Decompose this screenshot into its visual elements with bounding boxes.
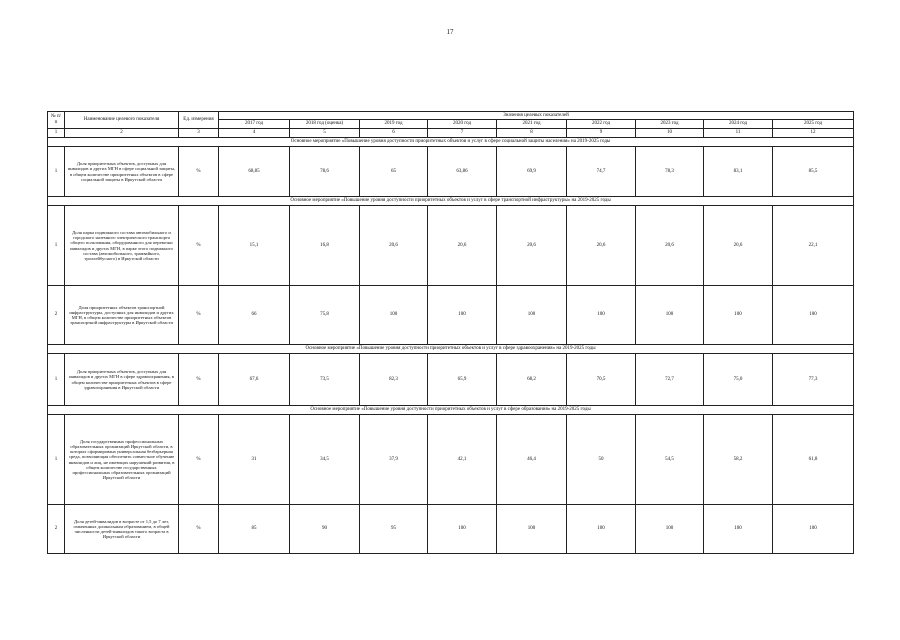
table-row <box>48 286 854 345</box>
value-cell: 20,6 <box>428 206 497 286</box>
value-cell: 100 <box>636 505 704 554</box>
row-number: 1 <box>48 354 65 406</box>
column-number: 10 <box>636 129 704 138</box>
header-year: 2025 год <box>773 120 854 129</box>
column-number: 7 <box>428 129 497 138</box>
table-row <box>48 206 854 286</box>
value-cell: 90 <box>290 505 360 554</box>
table-header <box>48 112 854 129</box>
value-cell: 100 <box>567 505 636 554</box>
indicators-table <box>47 111 854 554</box>
header-year: 2022 год <box>567 120 636 129</box>
unit-cell: % <box>179 354 219 406</box>
column-number-row <box>48 129 854 138</box>
value-cell: 73,5 <box>290 354 360 406</box>
value-cell: 63,86 <box>428 147 497 197</box>
column-number: 11 <box>704 129 773 138</box>
column-number: 2 <box>65 129 179 138</box>
value-cell: 95 <box>360 505 428 554</box>
unit-cell: % <box>179 147 219 197</box>
value-cell: 100 <box>360 286 428 345</box>
header-name: Наименование целевого показателя <box>65 112 179 129</box>
table-row <box>48 147 854 197</box>
unit-cell: % <box>179 206 219 286</box>
value-cell: 70,5 <box>567 354 636 406</box>
value-cell: 74,7 <box>567 147 636 197</box>
indicator-name: Доля приоритетных объектов, доступных для инвалидов и других МГН в сфере социальной защиты, в общем количестве приоритетных объектов в сфере социальной защиты в Иркутской области <box>65 147 179 197</box>
value-cell: 100 <box>773 286 854 345</box>
indicator-name: Доля государственных профессиональных образовательных организаций Иркутской области, в которых сформирована универсальная безбарьерная среда, позволяющая обеспечить совместное обучение инвалидов и лиц, не имеющих нарушений развития, в общем количестве государственных профессиональных образовательных организаций Иркутской области <box>65 415 179 505</box>
value-cell: 65 <box>360 147 428 197</box>
table-row <box>48 505 854 554</box>
value-cell: 16,8 <box>290 206 360 286</box>
value-cell: 100 <box>428 505 497 554</box>
column-number: 5 <box>290 129 360 138</box>
section-title: Основное мероприятие «Повышение уровня доступности приоритетных объектов и услуг в сфере транспортной инфраструктуры» на 2019-2025 годы <box>48 197 854 206</box>
header-year: 2017 год <box>219 120 290 129</box>
section-row <box>48 406 854 415</box>
header-year: 2021 год <box>497 120 567 129</box>
section-row <box>48 197 854 206</box>
header-num: № п/п <box>48 112 65 129</box>
value-cell: 67,6 <box>219 354 290 406</box>
section-title: Основное мероприятие «Повышение уровня доступности приоритетных объектов и услуг в сфере социальной защиты населения» на 2019-2025 годы <box>48 138 854 147</box>
header-year: 2019 год <box>360 120 428 129</box>
value-cell: 20,6 <box>636 206 704 286</box>
table-row <box>48 415 854 505</box>
column-number: 9 <box>567 129 636 138</box>
value-cell: 58,2 <box>704 415 773 505</box>
unit-cell: % <box>179 505 219 554</box>
value-cell: 83,1 <box>704 147 773 197</box>
value-cell: 75,0 <box>704 354 773 406</box>
page-number: 17 <box>446 28 454 36</box>
value-cell: 100 <box>773 505 854 554</box>
value-cell: 22,1 <box>773 206 854 286</box>
row-number: 2 <box>48 505 65 554</box>
value-cell: 78,3 <box>636 147 704 197</box>
column-number: 12 <box>773 129 854 138</box>
header-year: 2020 год <box>428 120 497 129</box>
value-cell: 50 <box>567 415 636 505</box>
value-cell: 15,1 <box>219 206 290 286</box>
row-number: 2 <box>48 286 65 345</box>
value-cell: 75,8 <box>290 286 360 345</box>
value-cell: 54,5 <box>636 415 704 505</box>
indicator-name: Доля приоритетных объектов транспортной инфраструктуры, доступных для инвалидов и других МГН, в общем количестве приоритетных объектов транспортной инфраструктуры в Иркутской области <box>65 286 179 345</box>
table-body <box>48 129 854 554</box>
indicator-name: Доля парка подвижного состава автомобильного и городского наземного электрического транспорта общего пользования, оборудованного для перевозки инвалидов и других МГН, в парке этого подвижного состава (автомобильного, трамвайного, троллейбусного) в Иркутской области <box>65 206 179 286</box>
value-cell: 31 <box>219 415 290 505</box>
column-number: 8 <box>497 129 567 138</box>
value-cell: 85,5 <box>773 147 854 197</box>
value-cell: 100 <box>704 286 773 345</box>
section-row <box>48 138 854 147</box>
unit-cell: % <box>179 415 219 505</box>
value-cell: 100 <box>428 286 497 345</box>
value-cell: 100 <box>704 505 773 554</box>
column-number: 3 <box>179 129 219 138</box>
column-number: 4 <box>219 129 290 138</box>
header-year: 2024 год <box>704 120 773 129</box>
value-cell: 68,85 <box>219 147 290 197</box>
column-number: 6 <box>360 129 428 138</box>
row-number: 1 <box>48 206 65 286</box>
value-cell: 20,6 <box>704 206 773 286</box>
value-cell: 42,1 <box>428 415 497 505</box>
section-title: Основное мероприятие «Повышение уровня доступности приоритетных объектов и услуг в сфере образования» на 2019-2025 годы <box>48 406 854 415</box>
header-values: Значения целевых показателей <box>219 112 854 120</box>
column-number: 1 <box>48 129 65 138</box>
value-cell: 100 <box>567 286 636 345</box>
value-cell: 78,6 <box>290 147 360 197</box>
value-cell: 69,9 <box>497 147 567 197</box>
value-cell: 72,7 <box>636 354 704 406</box>
header-unit: Ед. измерения <box>179 112 219 129</box>
indicator-name: Доля приоритетных объектов, доступных для инвалидов и других МГН в сфере здравоохранения, в общем количестве приоритетных объектов в сфере здравоохранения в Иркутской области <box>65 354 179 406</box>
value-cell: 46,4 <box>497 415 567 505</box>
value-cell: 100 <box>497 286 567 345</box>
value-cell: 34,5 <box>290 415 360 505</box>
section-title: Основное мероприятие «Повышение уровня доступности приоритетных объектов и услуг в сфере здравоохранения» на 2019-2025 годы <box>48 345 854 354</box>
value-cell: 100 <box>497 505 567 554</box>
value-cell: 82,3 <box>360 354 428 406</box>
value-cell: 85 <box>219 505 290 554</box>
value-cell: 61,8 <box>773 415 854 505</box>
value-cell: 20,6 <box>567 206 636 286</box>
table-row <box>48 354 854 406</box>
row-number: 1 <box>48 147 65 197</box>
value-cell: 65,9 <box>428 354 497 406</box>
value-cell: 66 <box>219 286 290 345</box>
header-year: 2018 год (оценка) <box>290 120 360 129</box>
value-cell: 20,6 <box>360 206 428 286</box>
header-year: 2023 год <box>636 120 704 129</box>
value-cell: 37,9 <box>360 415 428 505</box>
section-row <box>48 345 854 354</box>
value-cell: 100 <box>636 286 704 345</box>
value-cell: 20,6 <box>497 206 567 286</box>
value-cell: 68,2 <box>497 354 567 406</box>
value-cell: 77,3 <box>773 354 854 406</box>
indicator-name: Доля детей-инвалидов в возрасте от 1,5 до 7 лет, охваченных дошкольным образованием, в общей численности детей-инвалидов такого возраста в Иркутской области <box>65 505 179 554</box>
unit-cell: % <box>179 286 219 345</box>
row-number: 1 <box>48 415 65 505</box>
